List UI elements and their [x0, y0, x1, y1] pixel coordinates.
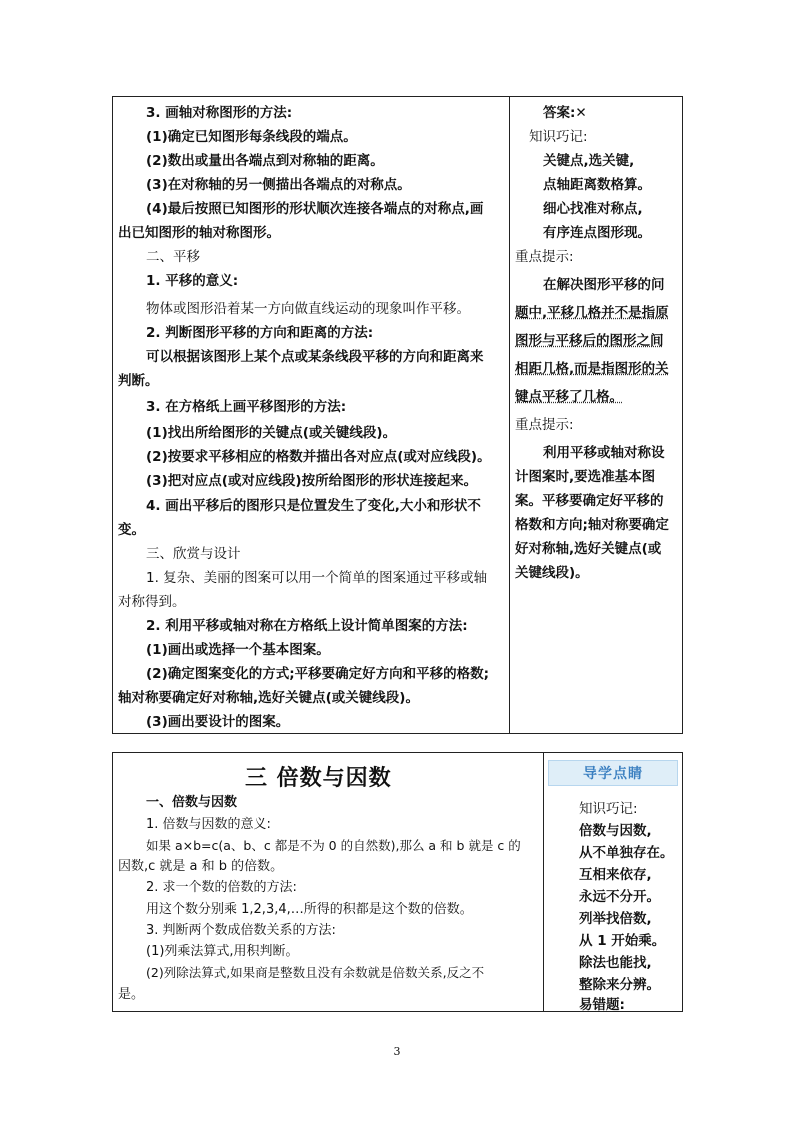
step-line: (1)确定已知图形每条线段的端点。	[146, 129, 357, 145]
subheading: 2. 求一个数的倍数的方法:	[146, 880, 297, 895]
rhyme-line: 互相来依存,	[579, 867, 652, 883]
chapter-title: 三 倍数与因数	[245, 766, 392, 791]
heading-multiples-factors: 一、倍数与因数	[146, 795, 238, 810]
body-line: 1. 复杂、美丽的图案可以用一个简单的图案通过平移或轴	[146, 570, 488, 586]
step-line: (2)数出或量出各端点到对称轴的距离。	[146, 153, 384, 169]
step-line: (1)列乘法算式,用积判断。	[146, 944, 299, 959]
subheading: 2. 判断图形平移的方向和距离的方法:	[146, 325, 374, 341]
hint-line: 格数和方向;轴对称要确定	[515, 517, 669, 533]
rhyme-line: 永远不分开。	[579, 889, 660, 905]
step-line: (4)最后按照已知图形的形状顺次连接各端点的对称点,画	[146, 201, 484, 217]
rhyme-line: 倍数与因数,	[579, 823, 652, 839]
heading-translation: 二、平移	[146, 249, 200, 265]
subheading: 1. 倍数与因数的意义:	[146, 817, 271, 832]
step-line: (2)确定图案变化的方式;平移要确定好方向和平移的格数;	[146, 666, 490, 682]
error-prone-label: 易错题:	[579, 997, 625, 1013]
top-table	[112, 96, 683, 734]
rhyme-line: 从不单独存在。	[579, 845, 674, 861]
bottom-right-column	[544, 753, 682, 1011]
hint-line: 在解决图形平移的问	[543, 277, 665, 293]
hint-line: 好对称轴,选好关键点(或	[515, 541, 662, 557]
body-line-cont: 判断。	[118, 373, 159, 389]
rhyme-line: 除法也能找,	[579, 955, 652, 971]
hint-line: 利用平移或轴对称设	[543, 445, 665, 461]
step-line: (2)列除法算式,如果商是整数且没有余数就是倍数关系,反之不	[146, 965, 485, 980]
top-left-column	[113, 97, 509, 733]
rhyme-line: 整除来分辨。	[579, 977, 660, 993]
rhyme-line: 关键点,选关键,	[543, 153, 635, 169]
rhyme-line: 有序连点图形现。	[543, 225, 651, 241]
hint-line: 相距几格,而是指图形的关	[515, 361, 669, 377]
rhyme-line: 点轴距离数格算。	[543, 177, 651, 193]
step-line: (2)按要求平移相应的格数并描出各对应点(或对应线段)。	[146, 449, 491, 465]
step-line: (3)在对称轴的另一侧描出各端点的对称点。	[146, 177, 411, 193]
hint-line: 图形与平移后的图形之间	[515, 333, 664, 349]
step-line: (1)画出或选择一个基本图案。	[146, 642, 330, 658]
body-line: 用这个数分别乘 1,2,3,4,…所得的积都是这个数的倍数。	[146, 902, 473, 917]
step-line: (1)找出所给图形的关键点(或关键线段)。	[146, 425, 397, 441]
heading-draw-symmetry: 3. 画轴对称图形的方法:	[146, 105, 293, 121]
subheading: 1. 平移的意义:	[146, 273, 239, 289]
rhyme-line: 细心找准对称点,	[543, 201, 643, 217]
heading-appreciation: 三、欣赏与设计	[146, 546, 241, 562]
body-line-cont: 因数,c 就是 a 和 b 的倍数。	[118, 859, 284, 874]
hint-line: 案。平移要确定好平移的	[515, 493, 664, 509]
subheading: 2. 利用平移或轴对称在方格纸上设计简单图案的方法:	[146, 618, 468, 634]
page-number: 3	[393, 1045, 401, 1058]
rhyme-line: 从 1 开始乘。	[579, 933, 666, 949]
step-line-cont: 是。	[118, 987, 145, 1002]
key-hint-label: 重点提示:	[515, 417, 574, 433]
body-line-cont: 对称得到。	[118, 594, 186, 610]
guide-banner-label: 导学点睛	[583, 766, 643, 782]
memory-tip-label: 知识巧记:	[529, 129, 588, 145]
bottom-table	[112, 752, 683, 1012]
hint-line: 计图案时,要选准基本图	[515, 469, 656, 485]
step-line-cont: 出已知图形的轴对称图形。	[118, 225, 280, 241]
hint-line: 键点平移了几格。	[515, 389, 623, 405]
hint-line: 关键线段)。	[515, 565, 589, 581]
body-line: 可以根据该图形上某个点或某条线段平移的方向和距离来	[146, 349, 484, 365]
top-right-column	[510, 97, 682, 733]
bottom-left-column	[113, 753, 543, 1011]
body-line: 4. 画出平移后的图形只是位置发生了变化,大小和形状不	[146, 498, 481, 514]
subheading: 3. 在方格纸上画平移图形的方法:	[146, 399, 347, 415]
step-line-cont: 轴对称要确定好对称轴,选好关键点(或关键线段)。	[118, 690, 419, 706]
rhyme-line: 列举找倍数,	[579, 911, 652, 927]
answer-label: 答案:✕	[543, 105, 587, 121]
definition-line: 物体或图形沿着某一方向做直线运动的现象叫作平移。	[146, 301, 470, 317]
guide-banner	[548, 760, 678, 786]
subheading: 3. 判断两个数成倍数关系的方法:	[146, 923, 336, 938]
body-line-cont: 变。	[118, 522, 145, 538]
step-line: (3)把对应点(或对应线段)按所给图形的形状连接起来。	[146, 473, 478, 489]
hint-line: 题中,平移几格并不是指原	[515, 305, 669, 321]
body-line: 如果 a×b=c(a、b、c 都是不为 0 的自然数),那么 a 和 b 就是 c 的	[146, 838, 521, 853]
memory-tip-label: 知识巧记:	[579, 801, 638, 817]
step-line: (3)画出要设计的图案。	[146, 714, 290, 730]
key-hint-label: 重点提示:	[515, 249, 574, 265]
